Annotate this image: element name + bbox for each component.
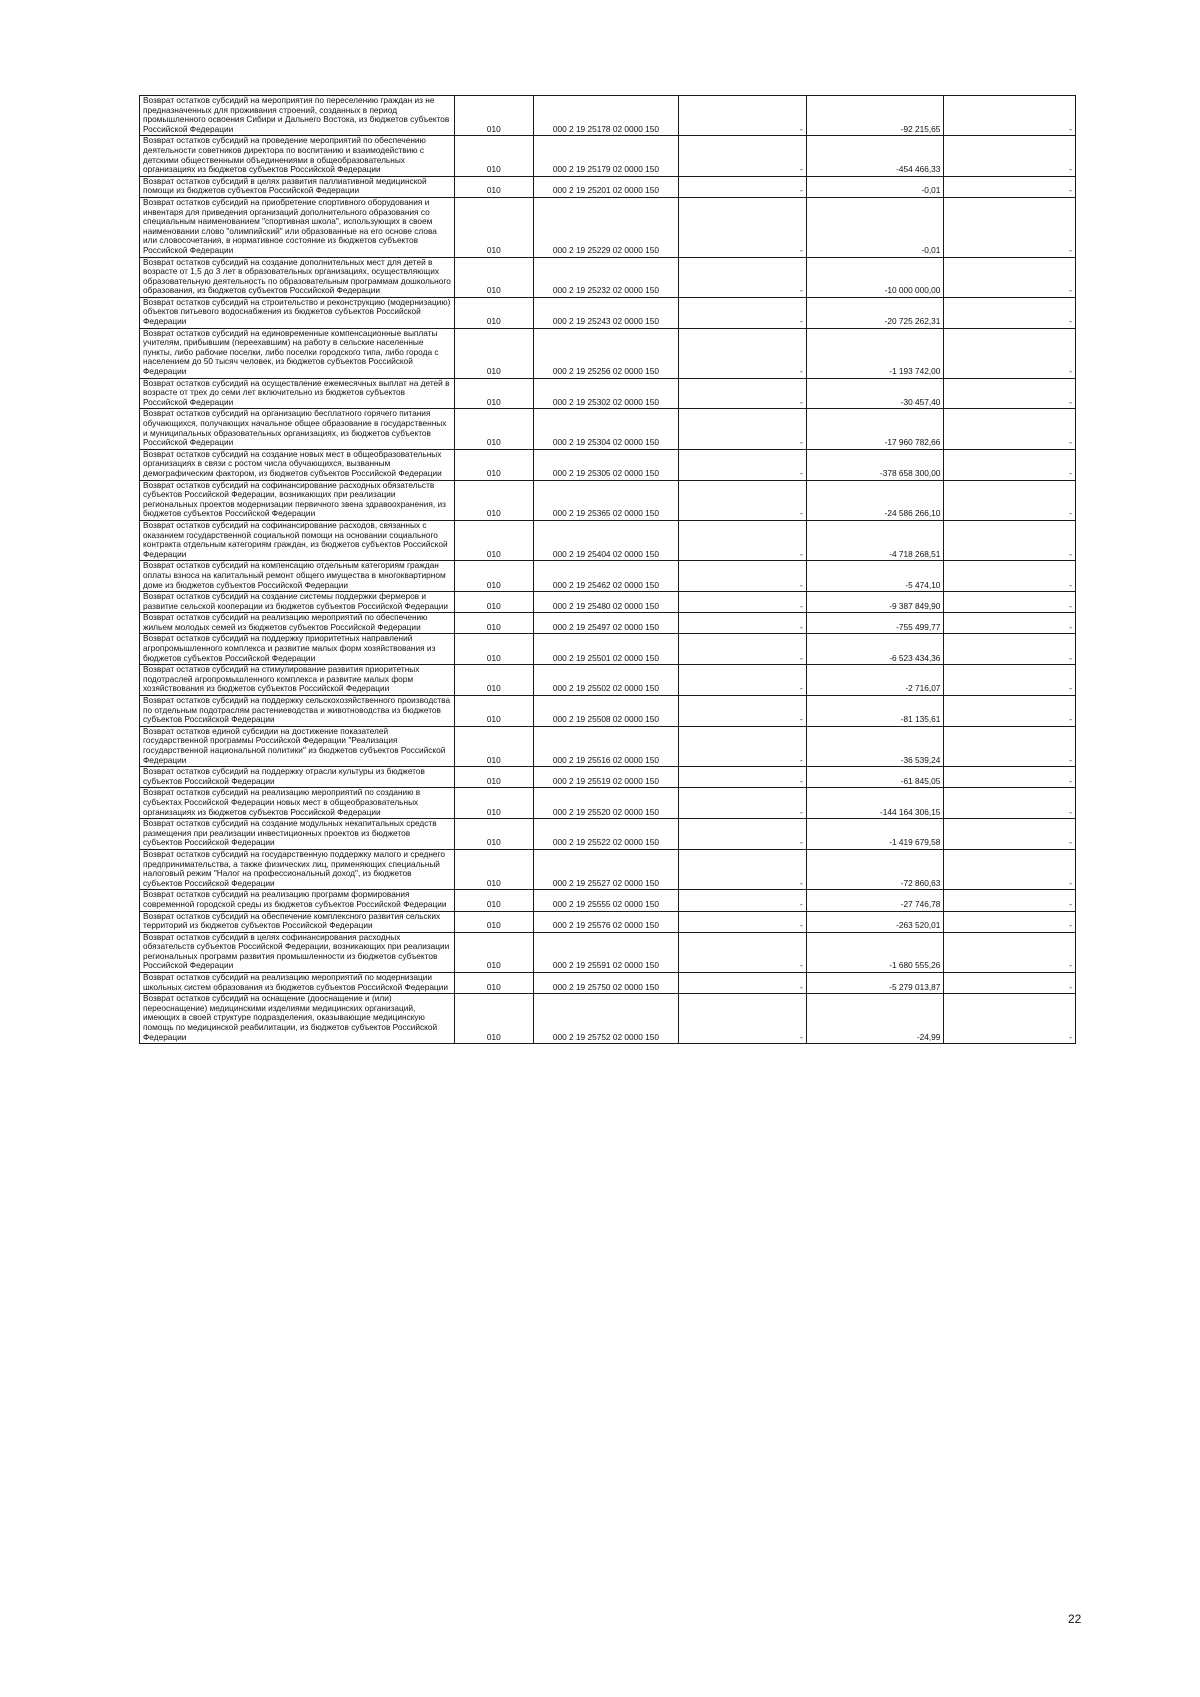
row-value-c: - [944, 819, 1076, 850]
row-kbk: 000 2 19 25576 02 0000 150 [533, 911, 679, 932]
row-kbk: 000 2 19 25178 02 0000 150 [533, 96, 679, 136]
row-code: 010 [455, 197, 534, 257]
row-value-a: - [679, 176, 806, 197]
row-value-b: -454 466,33 [806, 136, 944, 176]
row-code: 010 [455, 520, 534, 560]
row-value-c: - [944, 480, 1076, 520]
row-code: 010 [455, 297, 534, 328]
row-value-a: - [679, 819, 806, 850]
row-code: 010 [455, 561, 534, 592]
row-value-b: -27 746,78 [806, 890, 944, 911]
row-kbk: 000 2 19 25591 02 0000 150 [533, 932, 679, 972]
row-name: Возврат остатков субсидий на строительство и реконструкцию (модернизацию) объектов питьевого водоснабжения из бюджетов субъектов Российской Федерации [140, 297, 455, 328]
row-code: 010 [455, 767, 534, 788]
row-kbk: 000 2 19 25365 02 0000 150 [533, 480, 679, 520]
row-code: 010 [455, 973, 534, 994]
row-value-a: - [679, 973, 806, 994]
row-value-b: -10 000 000,00 [806, 257, 944, 297]
row-name: Возврат остатков субсидий на мероприятия по переселению граждан из не предназначенных для проживания строений, созданных в период промышленного освоения Сибири и Дальнего Востока, из бюджетов субъектов Российской Федерации [140, 96, 455, 136]
row-code: 010 [455, 849, 534, 889]
row-code: 010 [455, 136, 534, 176]
row-name: Возврат остатков субсидий на создание дополнительных мест для детей в возрасте от 1,5 до 3 лет в образовательных организациях, осуществляющих образовательную деятельность по образовательным программам дошкольного образования, из бюджетов субъектов Российской Федерации [140, 257, 455, 297]
row-value-a: - [679, 297, 806, 328]
row-value-a: - [679, 849, 806, 889]
row-code: 010 [455, 378, 534, 409]
row-code: 010 [455, 788, 534, 819]
row-value-a: - [679, 136, 806, 176]
table-row [140, 767, 1076, 788]
row-name: Возврат остатков субсидий на поддержку сельскохозяйственного производства по отдельным подотраслям растениеводства и животноводства из бюджетов субъектов Российской Федерации [140, 696, 455, 727]
table-row [140, 788, 1076, 819]
row-value-a: - [679, 696, 806, 727]
row-kbk: 000 2 19 25497 02 0000 150 [533, 613, 679, 634]
row-code: 010 [455, 932, 534, 972]
row-value-b: -72 860,63 [806, 849, 944, 889]
table-row [140, 297, 1076, 328]
row-value-c: - [944, 613, 1076, 634]
row-value-a: - [679, 378, 806, 409]
row-value-b: -17 960 782,66 [806, 409, 944, 449]
row-name: Возврат остатков субсидий на компенсацию отдельным категориям граждан оплаты взноса на капитальный ремонт общего имущества в многоквартирном доме из бюджетов субъектов Российской Федерации [140, 561, 455, 592]
page-number: 22 [1068, 1612, 1082, 1626]
table-row [140, 911, 1076, 932]
row-value-c: - [944, 592, 1076, 613]
table-row [140, 561, 1076, 592]
row-name: Возврат остатков субсидий на единовременные компенсационные выплаты учителям, прибывшим (переехавшим) на работу в сельские населенные пункты, либо рабочие поселки, либо поселки городского типа, либо города с населением до 50 тысяч человек, из бюджетов субъектов Российской Федерации [140, 328, 455, 378]
row-code: 010 [455, 696, 534, 727]
row-value-b: -1 680 555,26 [806, 932, 944, 972]
table-row [140, 197, 1076, 257]
row-value-c: - [944, 767, 1076, 788]
row-value-b: -61 845,05 [806, 767, 944, 788]
table-row [140, 449, 1076, 480]
row-value-c: - [944, 96, 1076, 136]
row-value-c: - [944, 136, 1076, 176]
row-value-c: - [944, 378, 1076, 409]
row-value-c: - [944, 890, 1076, 911]
row-name: Возврат остатков субсидий на реализацию мероприятий по созданию в субъектах Российской Федерации новых мест в общеобразовательных организациях из бюджетов субъектов Российской Федерации [140, 788, 455, 819]
row-name: Возврат остатков субсидий на создание системы поддержки фермеров и развитие сельской кооперации из бюджетов субъектов Российской Федерации [140, 592, 455, 613]
table-row [140, 378, 1076, 409]
row-name: Возврат остатков субсидий на приобретение спортивного оборудования и инвентаря для приведения организаций дополнительного образования со специальным наименованием "спортивная школа", использующих в своем наименовании слово "олимпийский" или образованные на его основе слова или словосочетания, в нормативное состояние из бюджетов субъектов Российской Федерации [140, 197, 455, 257]
row-name: Возврат остатков субсидий на поддержку приоритетных направлений агропромышленного комплекса и развитие малых форм хозяйствования из бюджетов субъектов Российской Федерации [140, 634, 455, 665]
row-kbk: 000 2 19 25305 02 0000 150 [533, 449, 679, 480]
row-value-b: -24,99 [806, 994, 944, 1044]
row-value-b: -5 474,10 [806, 561, 944, 592]
row-value-a: - [679, 409, 806, 449]
row-value-c: - [944, 257, 1076, 297]
table-row [140, 96, 1076, 136]
table-row [140, 409, 1076, 449]
row-value-b: -0,01 [806, 197, 944, 257]
table-row [140, 696, 1076, 727]
row-name: Возврат остатков субсидий на государственную поддержку малого и среднего предпринимательства, а также физических лиц, применяющих специальный налоговый режим "Налог на профессиональный доход", из бюджетов субъектов Российской Федерации [140, 849, 455, 889]
table-row [140, 480, 1076, 520]
table-row [140, 932, 1076, 972]
row-code: 010 [455, 257, 534, 297]
row-name: Возврат остатков субсидий на осуществление ежемесячных выплат на детей в возрасте от трех до семи лет включительно из бюджетов субъектов Российской Федерации [140, 378, 455, 409]
row-kbk: 000 2 19 25462 02 0000 150 [533, 561, 679, 592]
row-name: Возврат остатков субсидий на организацию бесплатного горячего питания обучающихся, получающих начальное общее образование в государственных и муниципальных образовательных организациях, из бюджетов субъектов Российской Федерации [140, 409, 455, 449]
table-row [140, 665, 1076, 696]
row-value-a: - [679, 561, 806, 592]
row-name: Возврат остатков субсидий на поддержку отрасли культуры из бюджетов субъектов Российской Федерации [140, 767, 455, 788]
row-kbk: 000 2 19 25752 02 0000 150 [533, 994, 679, 1044]
row-value-c: - [944, 932, 1076, 972]
row-value-a: - [679, 665, 806, 696]
row-value-b: -30 457,40 [806, 378, 944, 409]
row-value-a: - [679, 726, 806, 766]
row-value-c: - [944, 561, 1076, 592]
table-row [140, 592, 1076, 613]
table-row [140, 994, 1076, 1044]
row-value-a: - [679, 197, 806, 257]
table-row [140, 520, 1076, 560]
row-value-c: - [944, 449, 1076, 480]
row-value-b: -20 725 262,31 [806, 297, 944, 328]
row-kbk: 000 2 19 25502 02 0000 150 [533, 665, 679, 696]
table-row [140, 328, 1076, 378]
table-body [140, 96, 1076, 1044]
row-code: 010 [455, 96, 534, 136]
table-row [140, 136, 1076, 176]
row-value-b: -6 523 434,36 [806, 634, 944, 665]
row-value-b: -5 279 013,87 [806, 973, 944, 994]
row-code: 010 [455, 480, 534, 520]
row-name: Возврат остатков субсидий на софинансирование расходов, связанных с оказанием государственной социальной помощи на основании социального контракта отдельным категориям граждан, из бюджетов субъектов Российской Федерации [140, 520, 455, 560]
row-name: Возврат остатков субсидий на обеспечение комплексного развития сельских территорий из бюджетов субъектов Российской Федерации [140, 911, 455, 932]
row-kbk: 000 2 19 25750 02 0000 150 [533, 973, 679, 994]
row-value-c: - [944, 726, 1076, 766]
row-value-a: - [679, 911, 806, 932]
row-value-c: - [944, 328, 1076, 378]
row-value-b: -755 499,77 [806, 613, 944, 634]
row-value-c: - [944, 994, 1076, 1044]
row-value-b: -2 716,07 [806, 665, 944, 696]
row-value-a: - [679, 257, 806, 297]
row-value-a: - [679, 449, 806, 480]
row-name: Возврат остатков субсидий на создание новых мест в общеобразовательных организациях в связи с ростом числа обучающихся, вызванным демографическим фактором, из бюджетов субъектов Российской Федерации [140, 449, 455, 480]
row-code: 010 [455, 911, 534, 932]
row-kbk: 000 2 19 25508 02 0000 150 [533, 696, 679, 727]
row-value-a: - [679, 994, 806, 1044]
row-value-a: - [679, 592, 806, 613]
row-code: 010 [455, 592, 534, 613]
row-kbk: 000 2 19 25229 02 0000 150 [533, 197, 679, 257]
row-name: Возврат остатков субсидий на стимулирование развития приоритетных подотраслей агропромышленного комплекса и развитие малых форм хозяйствования из бюджетов субъектов Российской Федерации [140, 665, 455, 696]
row-value-b: -9 387 849,90 [806, 592, 944, 613]
row-code: 010 [455, 994, 534, 1044]
row-value-c: - [944, 520, 1076, 560]
row-code: 010 [455, 328, 534, 378]
row-value-b: -24 586 266,10 [806, 480, 944, 520]
row-kbk: 000 2 19 25304 02 0000 150 [533, 409, 679, 449]
table-row [140, 634, 1076, 665]
row-code: 010 [455, 176, 534, 197]
row-name: Возврат остатков субсидий на реализацию мероприятий по обеспечению жильем молодых семей из бюджетов субъектов Российской Федерации [140, 613, 455, 634]
budget-table [139, 95, 1076, 1044]
row-value-b: -263 520,01 [806, 911, 944, 932]
row-kbk: 000 2 19 25404 02 0000 150 [533, 520, 679, 560]
row-code: 010 [455, 819, 534, 850]
row-value-c: - [944, 911, 1076, 932]
row-kbk: 000 2 19 25302 02 0000 150 [533, 378, 679, 409]
row-code: 010 [455, 890, 534, 911]
row-name: Возврат остатков субсидий на софинансирование расходных обязательств субъектов Российской Федерации, возникающих при реализации региональных проектов модернизации первичного звена здравоохранения, из бюджетов субъектов Российской Федерации [140, 480, 455, 520]
row-name: Возврат остатков единой субсидии на достижение показателей государственной программы Российской Федерации "Реализация государственной национальной политики" из бюджетов субъектов Российской Федерации [140, 726, 455, 766]
row-code: 010 [455, 409, 534, 449]
table-row [140, 726, 1076, 766]
row-value-b: -36 539,24 [806, 726, 944, 766]
row-kbk: 000 2 19 25520 02 0000 150 [533, 788, 679, 819]
row-kbk: 000 2 19 25201 02 0000 150 [533, 176, 679, 197]
row-name: Возврат остатков субсидий в целях софинансирования расходных обязательств субъектов Российской Федерации, возникающих при реализации региональных программ развития промышленности из бюджетов субъектов Российской Федерации [140, 932, 455, 972]
table-row [140, 819, 1076, 850]
row-value-c: - [944, 696, 1076, 727]
row-value-b: -144 164 306,15 [806, 788, 944, 819]
row-value-a: - [679, 932, 806, 972]
row-value-a: - [679, 328, 806, 378]
row-kbk: 000 2 19 25519 02 0000 150 [533, 767, 679, 788]
row-value-c: - [944, 665, 1076, 696]
row-kbk: 000 2 19 25232 02 0000 150 [533, 257, 679, 297]
row-name: Возврат остатков субсидий на проведение мероприятий по обеспечению деятельности советников директора по воспитанию и взаимодействию с детскими общественными объединениями в общеобразовательных организациях из бюджетов субъектов Российской Федерации [140, 136, 455, 176]
row-code: 010 [455, 665, 534, 696]
row-value-c: - [944, 176, 1076, 197]
table-row [140, 257, 1076, 297]
row-value-b: -81 135,61 [806, 696, 944, 727]
row-value-a: - [679, 890, 806, 911]
row-value-a: - [679, 96, 806, 136]
row-value-b: -1 193 742,00 [806, 328, 944, 378]
row-kbk: 000 2 19 25256 02 0000 150 [533, 328, 679, 378]
row-value-c: - [944, 973, 1076, 994]
row-value-a: - [679, 520, 806, 560]
row-value-a: - [679, 480, 806, 520]
row-kbk: 000 2 19 25555 02 0000 150 [533, 890, 679, 911]
row-name: Возврат остатков субсидий на оснащение (дооснащение и (или) переоснащение) медицинскими изделиями медицинских организаций, имеющих в своей структуре подразделения, оказывающие медицинскую помощь по медицинской реабилитации, из бюджетов субъектов Российской Федерации [140, 994, 455, 1044]
row-value-c: - [944, 409, 1076, 449]
row-value-c: - [944, 849, 1076, 889]
row-value-b: -4 718 268,51 [806, 520, 944, 560]
row-value-a: - [679, 788, 806, 819]
row-value-c: - [944, 788, 1076, 819]
row-kbk: 000 2 19 25179 02 0000 150 [533, 136, 679, 176]
row-kbk: 000 2 19 25522 02 0000 150 [533, 819, 679, 850]
row-kbk: 000 2 19 25243 02 0000 150 [533, 297, 679, 328]
row-code: 010 [455, 613, 534, 634]
table-row [140, 849, 1076, 889]
row-value-a: - [679, 634, 806, 665]
row-value-c: - [944, 297, 1076, 328]
row-value-a: - [679, 767, 806, 788]
row-value-c: - [944, 634, 1076, 665]
row-value-b: -1 419 679,58 [806, 819, 944, 850]
row-value-a: - [679, 613, 806, 634]
row-name: Возврат остатков субсидий в целях развития паллиативной медицинской помощи из бюджетов субъектов Российской Федерации [140, 176, 455, 197]
row-kbk: 000 2 19 25480 02 0000 150 [533, 592, 679, 613]
table-row [140, 973, 1076, 994]
row-value-b: -378 658 300,00 [806, 449, 944, 480]
row-code: 010 [455, 449, 534, 480]
table-row [140, 613, 1076, 634]
table-row [140, 176, 1076, 197]
row-code: 010 [455, 634, 534, 665]
table-row [140, 890, 1076, 911]
row-name: Возврат остатков субсидий на реализацию программ формирования современной городской среды из бюджетов субъектов Российской Федерации [140, 890, 455, 911]
row-name: Возврат остатков субсидий на создание модульных некапитальных средств размещения при реализации инвестиционных проектов из бюджетов субъектов Российской Федерации [140, 819, 455, 850]
row-value-c: - [944, 197, 1076, 257]
row-kbk: 000 2 19 25527 02 0000 150 [533, 849, 679, 889]
row-kbk: 000 2 19 25516 02 0000 150 [533, 726, 679, 766]
row-value-b: -92 215,65 [806, 96, 944, 136]
row-code: 010 [455, 726, 534, 766]
row-name: Возврат остатков субсидий на реализацию мероприятий по модернизации школьных систем образования из бюджетов субъектов Российской Федерации [140, 973, 455, 994]
row-value-b: -0,01 [806, 176, 944, 197]
row-kbk: 000 2 19 25501 02 0000 150 [533, 634, 679, 665]
